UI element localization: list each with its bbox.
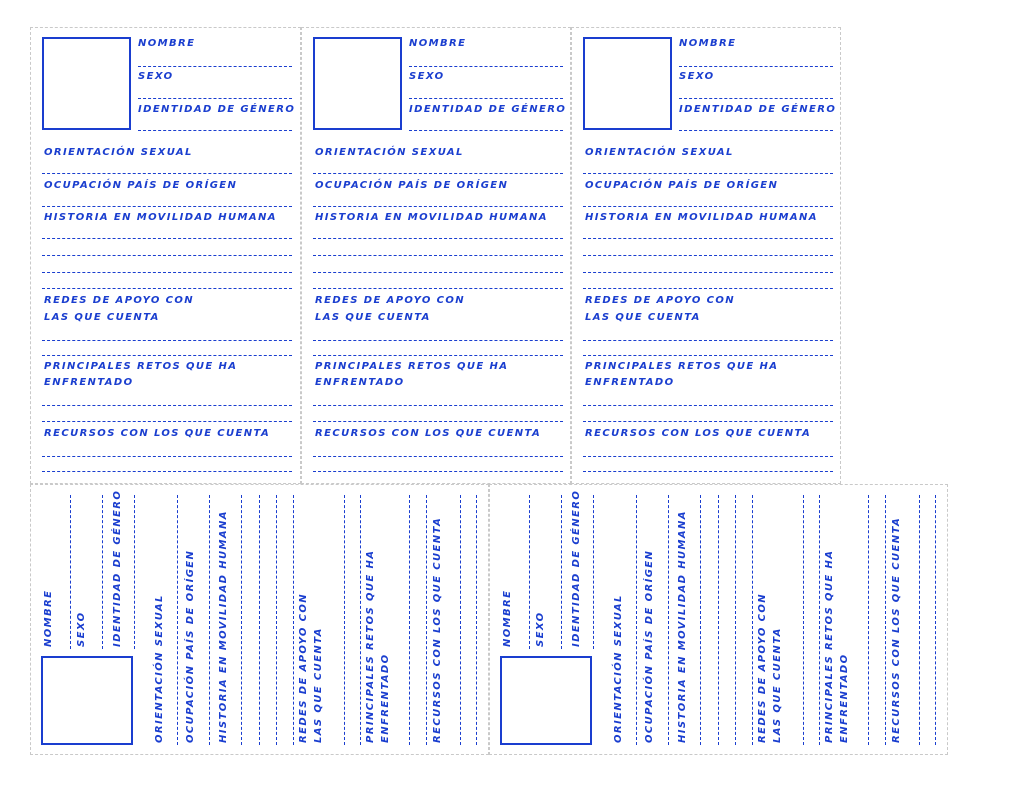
field-line [819, 495, 820, 745]
field-line [276, 495, 277, 745]
field-label-ocupacion: OCUPACIÓN PAÍS DE ORÍGEN [585, 180, 779, 191]
field-line [583, 471, 833, 472]
field-line [42, 405, 292, 406]
field-line [42, 340, 292, 341]
field-label-retos-2: ENFRENTADO [839, 653, 850, 743]
field-label-retos: PRINCIPALES RETOS QUE HA [585, 361, 779, 372]
field-label-historia: HISTORIA EN MOVILIDAD HUMANA [44, 212, 277, 223]
field-label-identidad: IDENTIDAD DE GÉNERO [571, 489, 582, 647]
field-label-redes: REDES DE APOYO CON [585, 295, 736, 306]
field-line [561, 495, 562, 649]
field-line [138, 130, 292, 131]
field-label-recursos: RECURSOS CON LOS QUE CUENTA [315, 428, 542, 439]
field-label-recursos: RECURSOS CON LOS QUE CUENTA [44, 428, 271, 439]
field-label-redes: REDES DE APOYO CON [315, 295, 466, 306]
field-line [735, 495, 736, 745]
field-line [583, 238, 833, 239]
field-line [313, 255, 563, 256]
field-label-sexo: SEXO [76, 611, 87, 647]
field-line [313, 355, 563, 356]
profile-card-5 [489, 484, 948, 755]
field-line [138, 66, 292, 67]
field-line [42, 255, 292, 256]
field-line [700, 495, 701, 745]
field-line [42, 288, 292, 289]
field-line [668, 495, 669, 745]
field-line [42, 471, 292, 472]
field-label-ocupacion: OCUPACIÓN PAÍS DE ORÍGEN [185, 549, 196, 743]
field-line [636, 495, 637, 745]
field-label-redes-2: LAS QUE CUENTA [585, 312, 701, 323]
field-label-redes-2: LAS QUE CUENTA [313, 627, 324, 743]
field-line [583, 405, 833, 406]
field-line [42, 272, 292, 273]
field-line [42, 421, 292, 422]
field-line [885, 495, 886, 745]
field-line [679, 130, 833, 131]
field-label-identidad: IDENTIDAD DE GÉNERO [112, 489, 123, 647]
field-label-retos: PRINCIPALES RETOS QUE HA [365, 549, 376, 743]
field-line [42, 206, 292, 207]
field-line [583, 456, 833, 457]
field-line [935, 495, 936, 745]
field-line [460, 495, 461, 745]
field-line [209, 495, 210, 745]
field-label-orientacion: ORIENTACIÓN SEXUAL [154, 594, 165, 743]
field-label-orientacion: ORIENTACIÓN SEXUAL [44, 147, 193, 158]
profile-card-3 [571, 27, 841, 484]
field-label-nombre: NOMBRE [409, 38, 467, 49]
field-line [868, 495, 869, 745]
field-label-orientacion: ORIENTACIÓN SEXUAL [613, 594, 624, 743]
field-label-sexo: SEXO [535, 611, 546, 647]
field-line [360, 495, 361, 745]
field-line [409, 495, 410, 745]
field-line [583, 255, 833, 256]
field-line [583, 272, 833, 273]
photo-box [41, 656, 133, 745]
field-label-ocupacion: OCUPACIÓN PAÍS DE ORÍGEN [44, 180, 238, 191]
field-label-historia: HISTORIA EN MOVILIDAD HUMANA [315, 212, 548, 223]
field-line [177, 495, 178, 745]
field-line [679, 66, 833, 67]
field-line [70, 495, 71, 649]
field-label-retos-2: ENFRENTADO [585, 377, 675, 388]
field-label-redes-2: LAS QUE CUENTA [315, 312, 431, 323]
field-line [42, 173, 292, 174]
field-line [313, 272, 563, 273]
field-line [42, 355, 292, 356]
field-line [293, 495, 294, 745]
field-line [583, 421, 833, 422]
field-line [718, 495, 719, 745]
field-line [313, 173, 563, 174]
field-label-recursos: RECURSOS CON LOS QUE CUENTA [585, 428, 812, 439]
profile-card-1 [30, 27, 301, 484]
field-label-retos: PRINCIPALES RETOS QUE HA [315, 361, 509, 372]
field-label-retos-2: ENFRENTADO [315, 377, 405, 388]
field-label-identidad: IDENTIDAD DE GÉNERO [409, 104, 567, 115]
field-label-historia: HISTORIA EN MOVILIDAD HUMANA [218, 510, 229, 743]
field-line [529, 495, 530, 649]
photo-box [313, 37, 402, 130]
field-label-ocupacion: OCUPACIÓN PAÍS DE ORÍGEN [315, 180, 509, 191]
field-label-nombre: NOMBRE [43, 589, 54, 647]
field-line [313, 288, 563, 289]
field-line [42, 238, 292, 239]
field-label-sexo: SEXO [409, 71, 445, 82]
field-label-redes-2: LAS QUE CUENTA [772, 627, 783, 743]
field-line [241, 495, 242, 745]
field-line [313, 206, 563, 207]
field-line [409, 66, 563, 67]
field-line [803, 495, 804, 745]
field-line [138, 98, 292, 99]
field-line [313, 405, 563, 406]
field-line [313, 238, 563, 239]
field-line [313, 471, 563, 472]
field-line [426, 495, 427, 745]
field-line [752, 495, 753, 745]
field-line [583, 173, 833, 174]
field-line [583, 288, 833, 289]
field-line [409, 130, 563, 131]
field-label-historia: HISTORIA EN MOVILIDAD HUMANA [677, 510, 688, 743]
field-line [313, 456, 563, 457]
field-label-recursos: RECURSOS CON LOS QUE CUENTA [891, 516, 902, 743]
field-line [313, 340, 563, 341]
field-label-orientacion: ORIENTACIÓN SEXUAL [315, 147, 464, 158]
field-label-retos-2: ENFRENTADO [380, 653, 391, 743]
field-label-retos: PRINCIPALES RETOS QUE HA [44, 361, 238, 372]
field-line [134, 495, 135, 649]
field-line [102, 495, 103, 649]
field-label-identidad: IDENTIDAD DE GÉNERO [679, 104, 837, 115]
field-line [409, 98, 563, 99]
field-label-redes: REDES DE APOYO CON [298, 592, 309, 743]
profile-card-2 [301, 27, 571, 484]
field-label-ocupacion: OCUPACIÓN PAÍS DE ORÍGEN [644, 549, 655, 743]
photo-box [42, 37, 131, 130]
photo-box [583, 37, 672, 130]
field-label-sexo: SEXO [138, 71, 174, 82]
field-label-orientacion: ORIENTACIÓN SEXUAL [585, 147, 734, 158]
field-line [259, 495, 260, 745]
field-line [42, 456, 292, 457]
field-label-retos-2: ENFRENTADO [44, 377, 134, 388]
field-line [313, 421, 563, 422]
photo-box [500, 656, 592, 745]
field-label-recursos: RECURSOS CON LOS QUE CUENTA [432, 516, 443, 743]
field-label-redes: REDES DE APOYO CON [44, 295, 195, 306]
field-label-historia: HISTORIA EN MOVILIDAD HUMANA [585, 212, 818, 223]
field-label-nombre: NOMBRE [502, 589, 513, 647]
field-line [593, 495, 594, 649]
field-line [583, 206, 833, 207]
field-label-nombre: NOMBRE [679, 38, 737, 49]
field-label-redes-2: LAS QUE CUENTA [44, 312, 160, 323]
field-line [583, 340, 833, 341]
field-line [344, 495, 345, 745]
field-label-retos: PRINCIPALES RETOS QUE HA [824, 549, 835, 743]
profile-card-4 [30, 484, 489, 755]
field-line [679, 98, 833, 99]
field-line [476, 495, 477, 745]
field-line [919, 495, 920, 745]
field-label-identidad: IDENTIDAD DE GÉNERO [138, 104, 296, 115]
field-label-sexo: SEXO [679, 71, 715, 82]
field-label-nombre: NOMBRE [138, 38, 196, 49]
field-line [583, 355, 833, 356]
field-label-redes: REDES DE APOYO CON [757, 592, 768, 743]
